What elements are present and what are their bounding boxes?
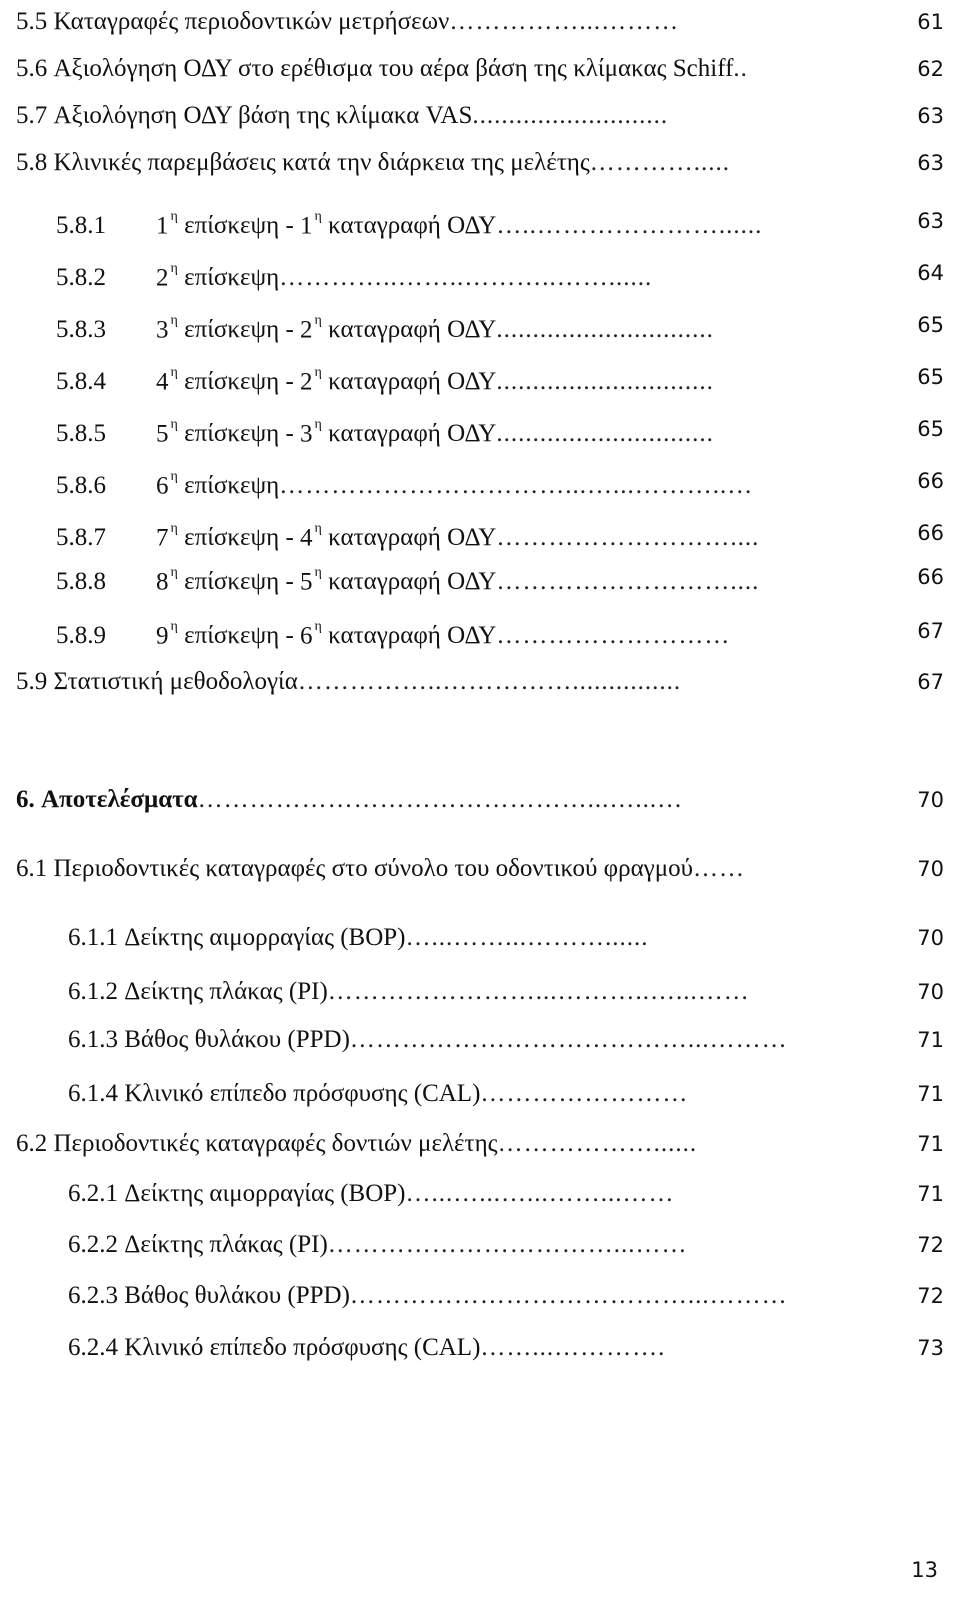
visit-ordinal: 9 $^\eta$ [156,619,178,650]
toc-entry-title [68,1072,688,1116]
toc-entry[interactable] [0,407,960,451]
section-number: 5.8 [16,149,48,176]
section-title-tail: καταγραφή ΟΔΥ [328,368,497,396]
toc-entry-title [56,355,714,399]
toc-entry-title [68,1172,675,1216]
page-number: 71 [917,1182,944,1206]
section-title: επίσκεψη [184,472,280,500]
record-ordinal: 2 $^\eta$ [300,313,322,344]
section-title: επίσκεψη - [184,622,294,650]
page-number: 70 [917,980,944,1004]
page-number: 70 [917,926,944,950]
section-title: Αξιολόγηση ΟΔΥ βάση της κλίμακα VAS [53,102,473,129]
leader-dots: …………………………………...……… [349,1026,788,1053]
section-number: 5.7 [16,102,48,129]
toc-entry[interactable] [0,916,960,960]
leader-dots: ……………...……… [449,8,680,35]
visit-ordinal: 2 $^\eta$ [156,261,178,292]
section-title: Στατιστική μεθοδολογία [53,668,298,695]
section-number: 6. [16,786,35,813]
toc-entry[interactable] [0,459,960,503]
page-number: 63 [917,151,944,175]
page-number: 63 [917,104,944,128]
toc-entry-title [16,47,748,91]
section-title-tail: καταγραφή ΟΔΥ [328,212,497,240]
page-number: 66 [917,469,944,493]
toc-entry-title [56,251,652,295]
record-ordinal: 2 $^\eta$ [300,365,322,396]
page-number: 67 [917,619,944,643]
toc-entry-title [56,459,753,503]
section-number: 6.1.1 [68,924,118,951]
visit-ordinal: 8 $^\eta$ [156,565,178,596]
section-number: 6.2 [16,1130,48,1157]
visit-ordinal: 4 $^\eta$ [156,365,178,396]
record-ordinal: 5 $^\eta$ [300,565,322,596]
section-number: 5.6 [16,55,48,82]
toc-entry-title [16,1122,697,1166]
page-number: 72 [917,1284,944,1308]
toc-entry-title [16,94,668,138]
toc-entry-title [68,1326,665,1370]
leader-dots: ……………………………...…… [327,1231,688,1258]
toc-entry-title [16,0,679,44]
section-number: 6.1 [16,855,48,882]
toc-entry[interactable] [0,355,960,399]
toc-entry[interactable] [0,1274,960,1318]
toc-entry-title [16,660,681,704]
toc-entry[interactable] [0,141,960,185]
toc-entry-title [68,1274,788,1318]
leader-dots: ……………………… [496,622,731,650]
section-title: Καταγραφές περιοδοντικών μετρήσεων [53,8,450,35]
toc-entry[interactable] [0,1172,960,1216]
section-number: 6.2.1 [68,1180,118,1207]
section-number: 5.8.3 [56,316,106,344]
page-number: 71 [917,1132,944,1156]
section-title: επίσκεψη - [184,420,294,448]
toc-entry[interactable] [0,1072,960,1116]
section-number: 5.8.1 [56,212,106,240]
toc-entry-title [16,847,745,891]
leader-dots: .............................. [496,420,714,448]
page-number: 65 [917,417,944,441]
section-title: Δείκτης αιμορραγίας (BOP) [124,1180,406,1207]
section-number: 6.2.3 [68,1282,118,1309]
toc-entry[interactable] [0,1326,960,1370]
visit-ordinal: 1 $^\eta$ [156,209,178,240]
leader-dots: ……………..……………............... [297,668,682,695]
record-ordinal: 6 $^\eta$ [300,619,322,650]
page-number: 67 [917,670,944,694]
leader-dots: ………………...... [497,1130,698,1157]
page-number: 71 [917,1028,944,1052]
section-title: επίσκεψη - [184,568,294,596]
page-footer-number: 13 [911,1558,938,1582]
toc-entry[interactable] [0,0,960,44]
page-number: 65 [917,313,944,337]
page-number: 66 [917,521,944,545]
leader-dots: .............................. [496,316,714,344]
leader-dots: ……………………….... [496,568,760,596]
page-number: 61 [917,10,944,34]
page-number: 70 [917,788,944,812]
toc-entry[interactable] [0,303,960,347]
page-number: 63 [917,209,944,233]
page-number: 66 [917,565,944,589]
section-title: επίσκεψη - [184,368,294,396]
section-number: 5.9 [16,668,48,695]
page-number: 71 [917,1082,944,1106]
toc-entry[interactable] [0,94,960,138]
section-title: Περιοδοντικές καταγραφές στο σύνολο του οδοντικού φραγμού [53,855,694,882]
toc-entry[interactable] [0,511,960,555]
leader-dots: …………..... [589,149,730,176]
leader-dots: …………..……..………..……...... [279,264,653,292]
leader-dots: …………………………………...……… [349,1282,788,1309]
leader-dots: ……...…………. [480,1334,666,1361]
toc-entry[interactable] [0,778,960,822]
record-ordinal: 3 $^\eta$ [300,417,322,448]
section-number: 6.1.2 [68,978,118,1005]
section-title: επίσκεψη - [184,524,294,552]
section-title: Περιοδοντικές καταγραφές δοντιών μελέτης [53,1130,498,1157]
section-title: Κλινικές παρεμβάσεις κατά την διάρκεια της μελέτης [53,149,590,176]
section-title-tail: καταγραφή ΟΔΥ [328,524,497,552]
toc-entry-title [56,199,762,243]
toc-entry-title [56,407,714,451]
leader-dots: …..…………………...... [496,212,763,240]
section-number: 6.2.4 [68,1334,118,1361]
leader-dots: …...……...………...... [405,924,649,951]
toc-entry-title [68,1223,688,1267]
toc-entry[interactable] [0,251,960,295]
toc-entry[interactable] [0,970,960,1014]
section-number: 5.8.4 [56,368,106,396]
section-title: επίσκεψη - [184,212,294,240]
section-title: Βάθος θυλάκου (PPD) [124,1282,350,1309]
visit-ordinal: 6 $^\eta$ [156,469,178,500]
leader-dots: ……………………...………..…...…… [327,978,750,1005]
section-title-tail: καταγραφή ΟΔΥ [328,622,497,650]
leader-dots: ………………………………………...…...… [197,786,684,813]
toc-entry-title [68,1018,788,1062]
toc-entry-title [56,303,714,347]
leader-dots: ……………………….... [496,524,760,552]
section-number: 5.8.5 [56,420,106,448]
section-number: 5.5 [16,8,48,35]
toc-entry-title [16,778,683,822]
leader-dots: …… [693,855,746,882]
record-ordinal: 1 $^\eta$ [300,209,322,240]
section-title: επίσκεψη [184,264,280,292]
section-number: 5.8.7 [56,524,106,552]
section-title: Βάθος θυλάκου (PPD) [124,1026,350,1053]
section-number: 6.1.4 [68,1080,118,1107]
section-title: Δείκτης πλάκας (PI) [124,1231,328,1258]
leader-dots: …...…...…...……...…… [405,1180,675,1207]
toc-entry-title [56,511,759,555]
leader-dots: ……………………………...…...………..… [279,472,754,500]
section-title: Δείκτης αιμορραγίας (BOP) [124,924,406,951]
leader-dots: .............................. [496,368,714,396]
toc-entry-title [56,555,759,599]
page-number: 65 [917,365,944,389]
page-number: 62 [917,57,944,81]
chapter-title: Αποτελέσματα [41,786,198,813]
toc-entry[interactable] [0,609,960,653]
leader-dots: ........................... [472,102,669,129]
section-title: Δείκτης πλάκας (PI) [124,978,328,1005]
page-number: 72 [917,1233,944,1257]
toc-entry[interactable] [0,847,960,891]
section-title-tail: καταγραφή ΟΔΥ [328,420,497,448]
toc-entry[interactable] [0,1122,960,1166]
toc-entry-title [68,916,649,960]
toc-entry[interactable] [0,555,960,599]
section-number: 5.8.2 [56,264,106,292]
visit-ordinal: 5 $^\eta$ [156,417,178,448]
section-number: 5.8.8 [56,568,106,596]
section-title-tail: καταγραφή ΟΔΥ [328,568,497,596]
section-number: 5.8.9 [56,622,106,650]
section-title: Κλινικό επίπεδο πρόσφυσης (CAL) [124,1080,481,1107]
page-number: 73 [917,1336,944,1360]
visit-ordinal: 7 $^\eta$ [156,521,178,552]
toc-entry-title [56,609,730,653]
toc-entry[interactable] [0,1018,960,1062]
leader-dots: …………………… [480,1080,689,1107]
section-title: Κλινικό επίπεδο πρόσφυσης (CAL) [124,1334,481,1361]
record-ordinal: 4 $^\eta$ [300,521,322,552]
page-number: 70 [917,857,944,881]
section-title-tail: καταγραφή ΟΔΥ [328,316,497,344]
toc-entry-title [68,970,750,1014]
section-title: επίσκεψη - [184,316,294,344]
section-number: 5.8.6 [56,472,106,500]
toc-entry[interactable] [0,47,960,91]
toc-entry-title [16,141,730,185]
toc-entry[interactable] [0,199,960,243]
leader-dots: .. [733,55,748,82]
visit-ordinal: 3 $^\eta$ [156,313,178,344]
page-number: 64 [917,261,944,285]
toc-entry[interactable] [0,660,960,704]
section-number: 6.1.3 [68,1026,118,1053]
section-title: Αξιολόγηση ΟΔΥ στο ερέθισμα του αέρα βάση της κλίμακας Schiff [53,55,734,82]
section-number: 6.2.2 [68,1231,118,1258]
toc-entry[interactable] [0,1223,960,1267]
